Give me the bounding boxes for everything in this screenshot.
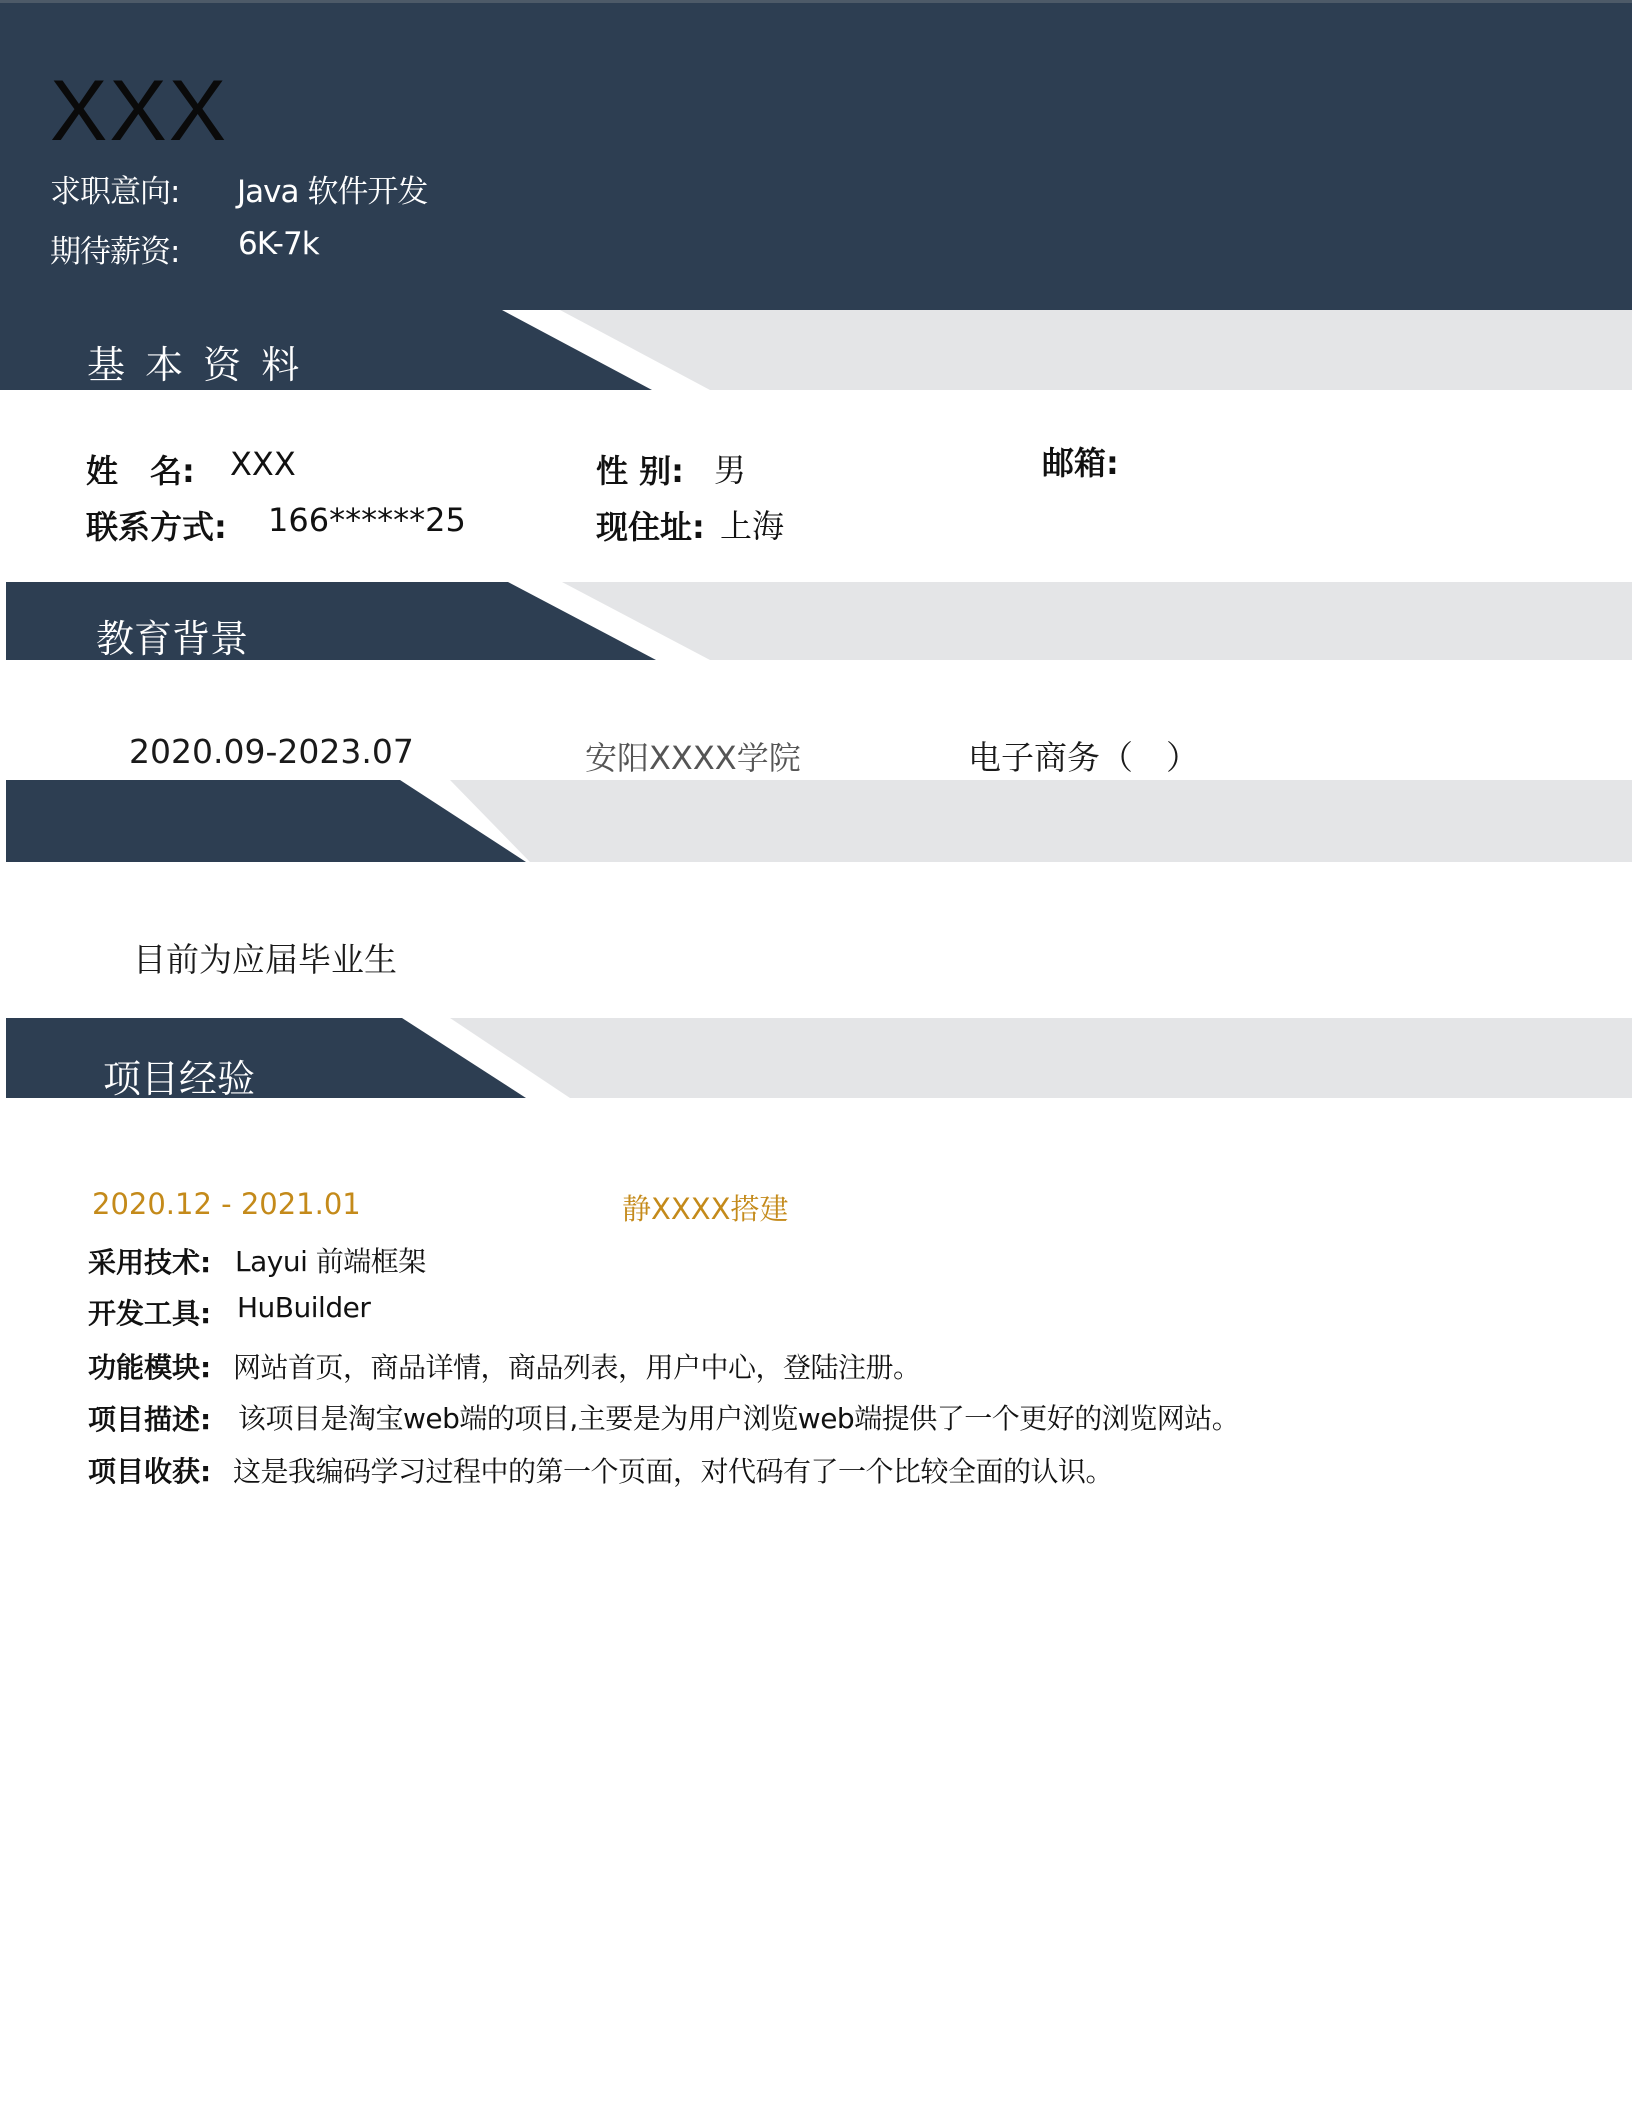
project-row-label: 功能模块: xyxy=(88,1351,212,1384)
project-title: 静XXXX搭建 xyxy=(622,1192,789,1226)
gender-label: 性 别: xyxy=(596,452,684,490)
section-bar-blank xyxy=(0,780,1632,862)
name-value: XXX xyxy=(230,445,296,483)
project-period: 2020.12 - 2021.01 xyxy=(92,1187,361,1221)
salary-value: 6K-7k xyxy=(238,226,319,262)
project-row-value: 该项目是淘宝web端的项目,主要是为用户浏览web端提供了一个更好的浏览网站。 xyxy=(238,1402,1240,1435)
project-row-label: 项目收获: xyxy=(88,1455,212,1488)
section-title-education: 教育背景 xyxy=(96,617,249,661)
contact-label: 联系方式: xyxy=(86,508,227,546)
education-period: 2020.09-2023.07 xyxy=(129,732,414,771)
gender-value: 男 xyxy=(714,451,747,489)
project-row-value: Layui 前端框架 xyxy=(235,1245,426,1278)
address-label: 现住址: xyxy=(596,508,705,546)
contact-value: 166******25 xyxy=(268,501,466,539)
project-row-label: 开发工具: xyxy=(88,1297,212,1330)
address-value: 上海 xyxy=(720,507,785,545)
project-row-value: 这是我编码学习过程中的第一个页面，对代码有了一个比较全面的认识。 xyxy=(233,1455,1114,1488)
name-label: 姓 名: xyxy=(86,452,195,490)
intent-value: Java 软件开发 xyxy=(237,174,428,210)
graduate-note: 目前为应届毕业生 xyxy=(133,940,397,979)
project-row-label: 采用技术: xyxy=(88,1246,212,1279)
salary-label: 期待薪资: xyxy=(50,234,180,270)
project-row-value: HuBuilder xyxy=(237,1291,371,1324)
section-title-basic: 基 本 资 料 xyxy=(87,343,304,387)
project-row-label: 项目描述: xyxy=(88,1403,212,1436)
intent-label: 求职意向: xyxy=(50,174,180,210)
email-label: 邮箱: xyxy=(1042,444,1119,482)
education-school: 安阳XXXX学院 xyxy=(585,739,801,777)
education-major: 电子商务（ ） xyxy=(968,738,1199,777)
header-banner xyxy=(0,0,1632,310)
candidate-name: XXX xyxy=(50,63,229,159)
section-title-project: 项目经验 xyxy=(103,1057,256,1101)
project-row-value: 网站首页，商品详情，商品列表，用户中心，登陆注册。 xyxy=(233,1351,921,1384)
top-border xyxy=(0,0,1632,3)
